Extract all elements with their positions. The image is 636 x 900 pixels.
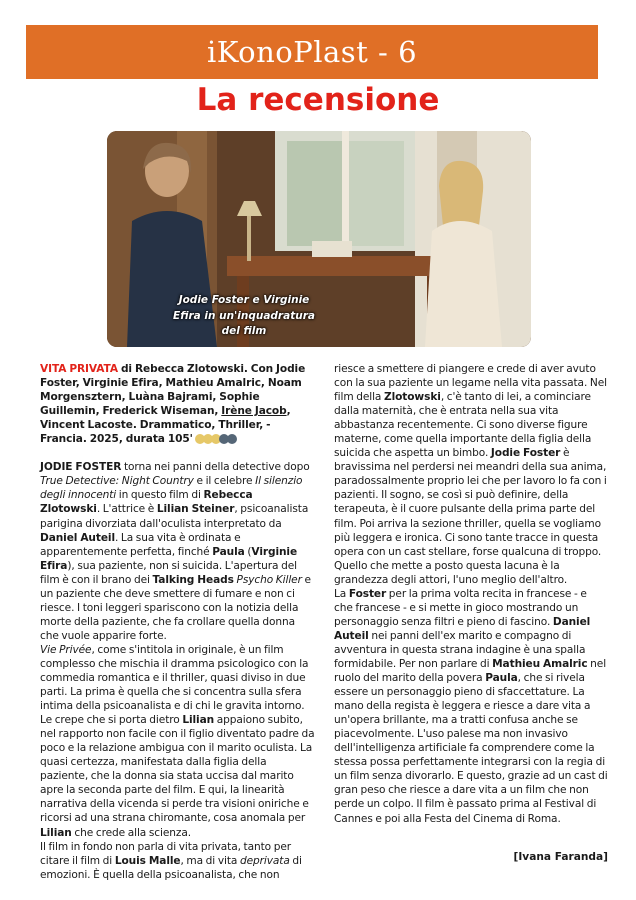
article-paragraph-4: riesce a smettere di piangere e crede di aver avuto con la sua paziente un legame nella vita passata. Nel film della Zlotowski, c'è tanto di lei, a cominciare dalla maternità, che è entrata nella sua vita abbastanza recentemente. Ci sono diverse figure materne, come quella importante della figlia della suicida che aspetta un bimbo. Jodie Foster è bravissima nel perdersi nei meandri della sua anima, paradossalmente proprio lei che per lavoro lo fa con i pazienti. Il sogno, se così si può definire, della terapeuta, è il cuore pulsante della prima parte del film. Poi arriva la sezione thriller, quella se vogliamo più leggera e ironica. Ci sono tante tracce in questa opera con un cast stellare, forse qualcuna di troppo. Quello che mette a posto questa lacuna è la grandezza degli attori, l'uno meglio dell'altro.: [334, 363, 607, 586]
author-signature: [Ivana Faranda]: [513, 851, 608, 863]
rating-dot-empty: [227, 434, 237, 444]
article-column-right: [334, 362, 608, 826]
article-paragraph-2: Vie Privée, come s'intitola in originale, è un film complesso che mischia il dramma psicologico con la commedia romantica e il thriller, quasi diviso in due parti. La prima è quella che si concentra sulla sfera intima della psicoanalista e di chi le gravita intorno. Le crepe che si porta dietro Lilian appaiono subito, nel rapporto non facile con il figlio diventato padre da poco e la relazione ambigua con il marito oculista. La quasi certezza, manifestata dalla figlia della paziente, che la donna sia stata uccisa dal marito apre la seconda parte del film. E qui, la linearità narrativa della vicenda si perde tra visioni oniriche e ricorsi ad una strana chiromante, cosa anomala per Lilian che crede alla scienza.: [40, 643, 315, 839]
photo-caption: Jodie Foster e Virginie Efira in un'inquadratura del film: [173, 294, 315, 337]
page-title: La recensione: [196, 82, 440, 118]
article-paragraph-5: La Foster per la prima volta recita in francese - e che francese - e si mette in gioco mostrando un personaggio senza filtri e pieno di fascino. Daniel Auteil nei panni dell'ex marito e compagno di avventura in questa strana indagine è una spalla formidabile. Per non parlare di Mathieu Amalric nel ruolo del marito della povera Paula, che si rivela essere un personaggio pieno di sfaccettature. La mano della regista è leggera e riesce a dare vita a un'opera brillante, ma a tratti confusa anche se piacevolmente. L'uso palese ma non invasivo dell'intelligenza artificiale fa comprendere come la stessa possa perfettamente integrarsi con la regia di un film senza divorarlo. E questo, grazie ad un cast di gran peso che riesce a dare vita a un film che non perde un colpo. Il film è passato prima al Festival di Cannes e poi alla Festa del Cinema di Roma.: [334, 587, 608, 825]
credits-text: VITA PRIVATA di Rebecca Zlotowski. Con Jodie Foster, Virginie Efira, Mathieu Amalric, Noam Morgensztern, Luàna Bajrami, Sophie Guillemin, Frederick Wiseman, Irène Jacob, Vincent Lacoste. Drammatico, Thriller, - Francia. 2025, durata 105': [40, 363, 306, 446]
rating-dots: [195, 432, 235, 446]
film-credits: [40, 362, 315, 446]
article-paragraph-3: Il film in fondo non parla di vita privata, tanto per citare il film di Louis Malle, ma di vita deprivata di emozioni. È quella della psicoanalista, che non: [40, 840, 302, 881]
magazine-banner: iKonoPlast - 6: [26, 25, 598, 79]
article-column-left: [40, 362, 315, 882]
article-paragraph-1: JODIE FOSTER torna nei panni della detective dopo True Detective: Night Country e il celebre Il silenzio degli innocenti in questo film di Rebecca Zlotowski. L'attrice è Lilian Steiner, psicoanalista parigina divorziata dall'oculista interpretato da Daniel Auteil. La sua vita è ordinata e apparentemente perfetta, finché Paula (Virginie Efira), sua paziente, non si suicida. L'apertura del film è con il brano dei Talking Heads Psycho Killer e un paziente che deve smettere di fumare e non ci riesce. I toni leggeri spariscono con la notizia della morte della paziente, che fa crollare quella donna che vuole apparire forte.: [40, 461, 311, 642]
